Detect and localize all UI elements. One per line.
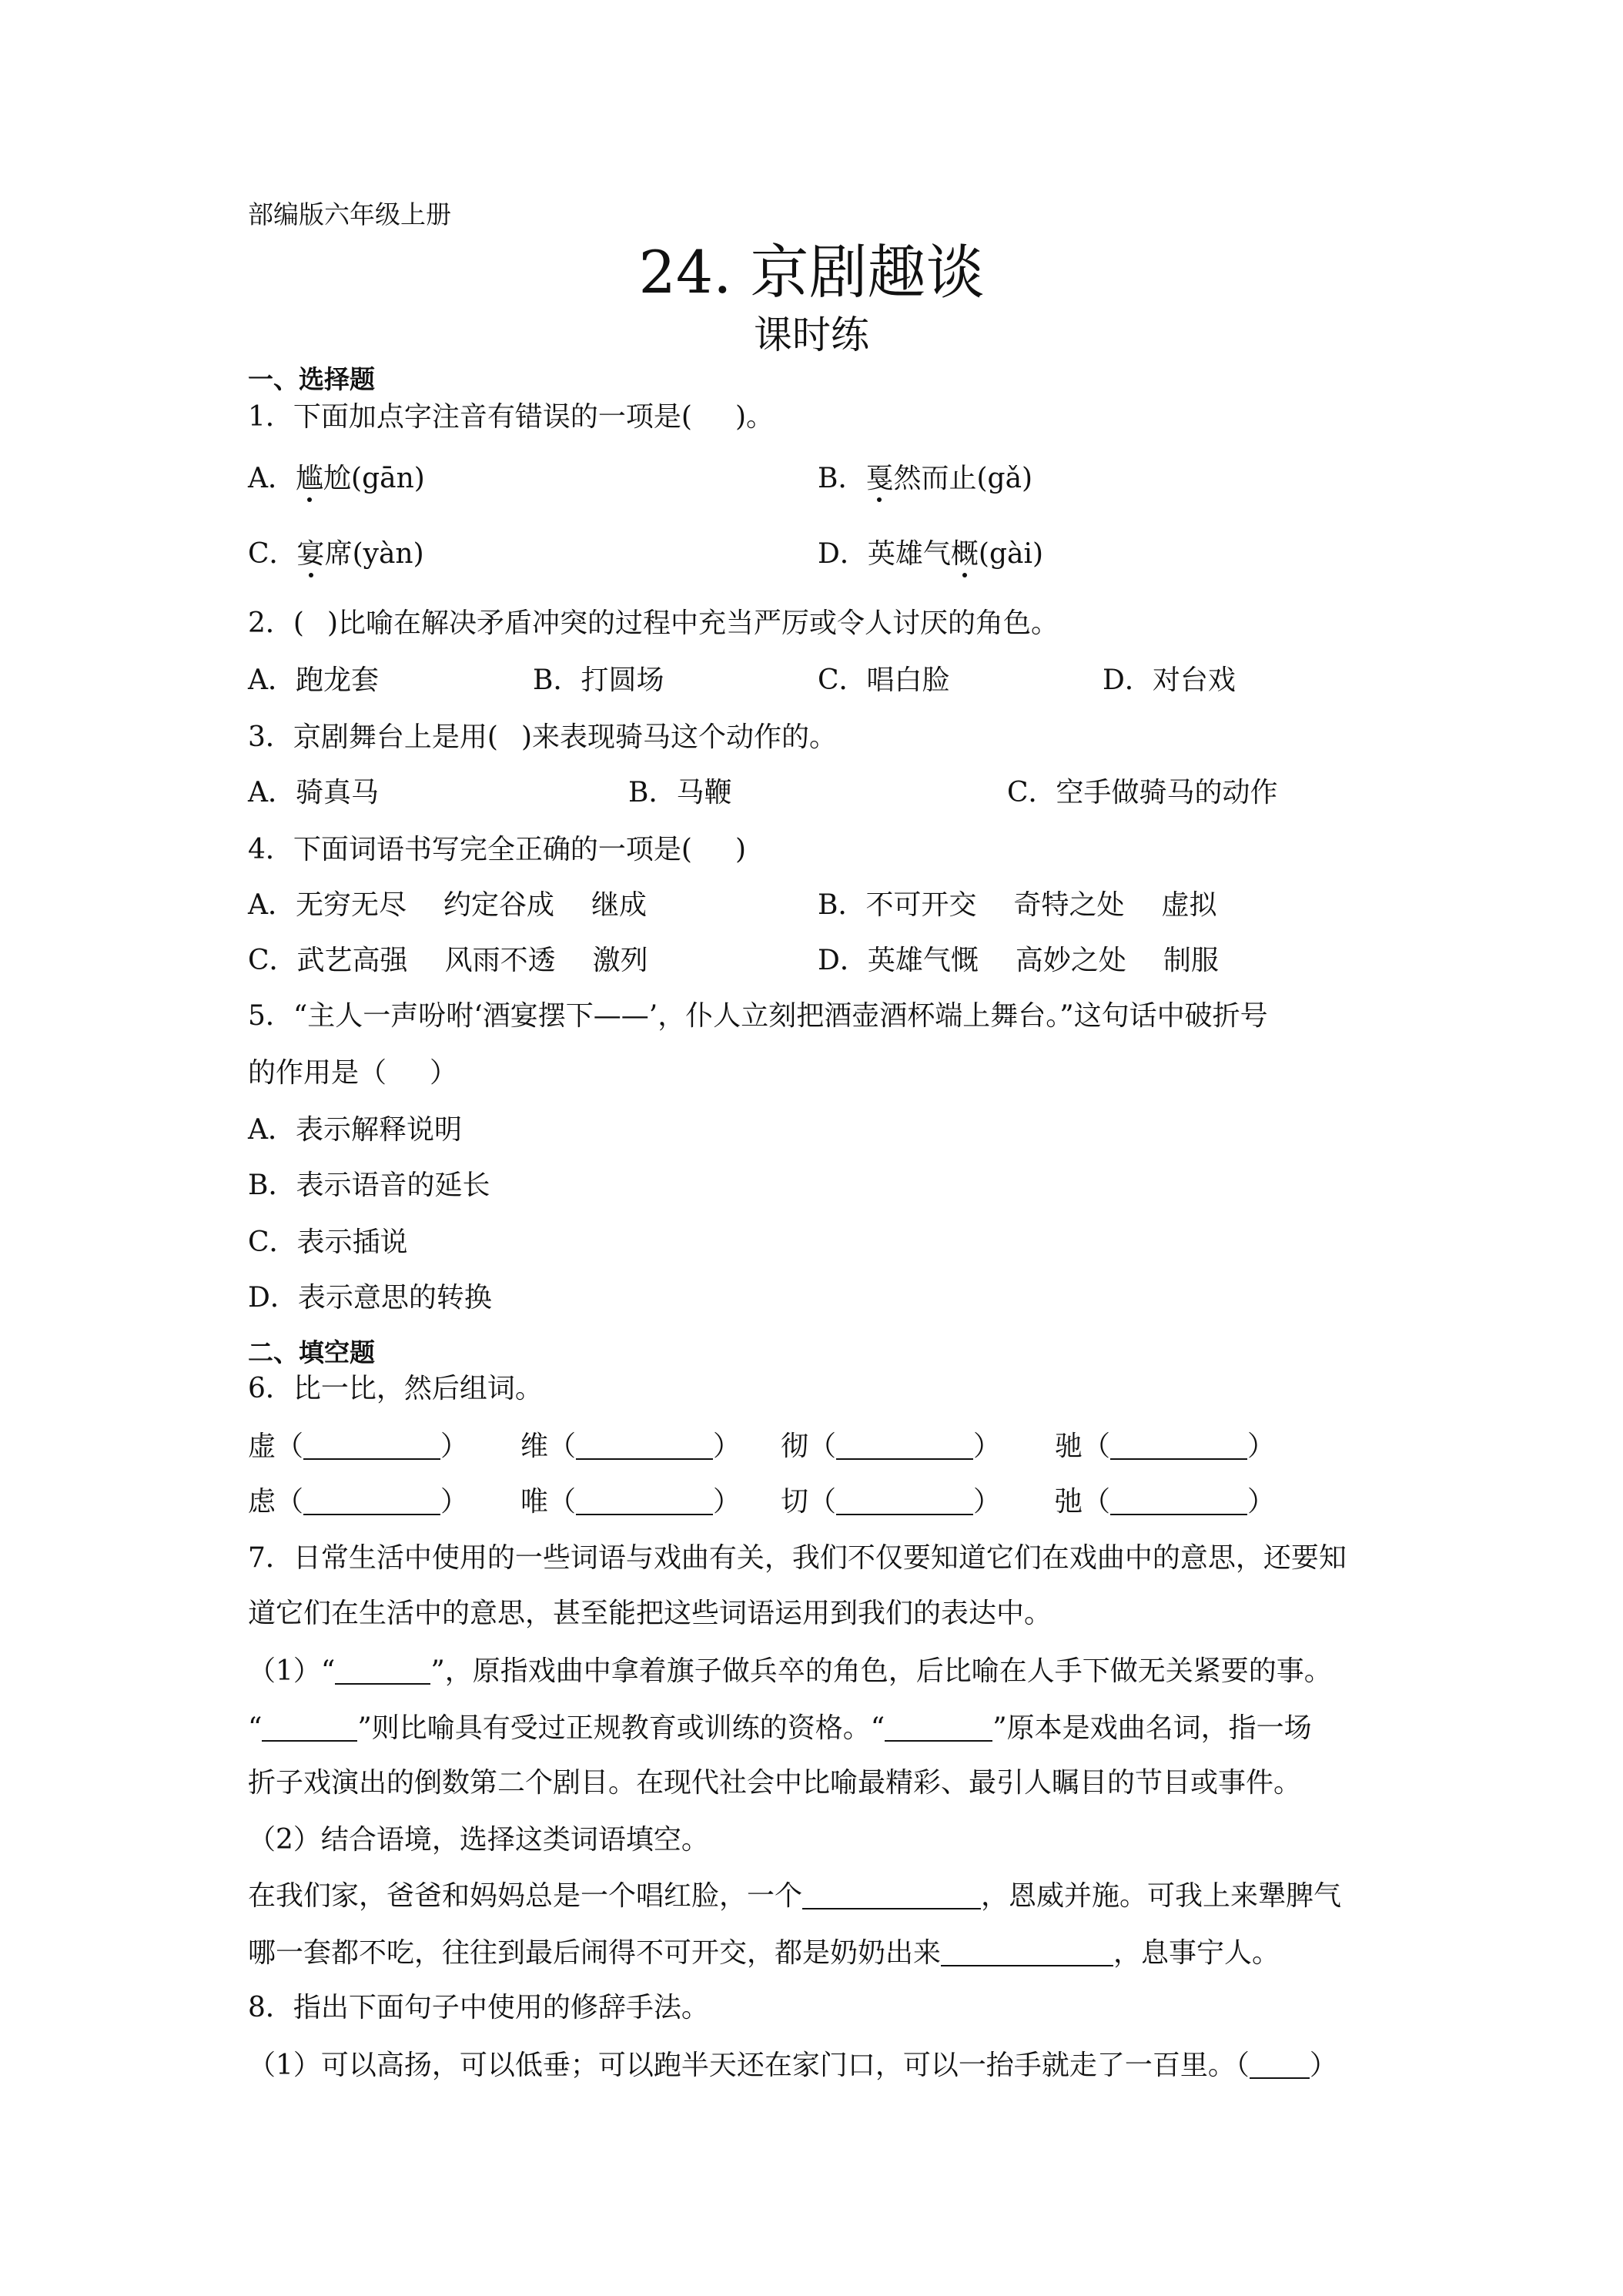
- question-1-option-d[interactable]: D．英雄气概(gài): [818, 538, 1044, 570]
- question-7-part-2: （2）结合语境，选择这类词语填空。: [248, 1824, 709, 1856]
- question-7-part-2-text: 在我们家，爸爸和妈妈总是一个唱红脸，一个 ，恩威并施。可我上来犟脾气: [248, 1880, 1342, 1912]
- question-8-part-1: （1）可以高扬，可以低垂；可以跑半天还在家门口，可以一抬手就走了一百里。（ ）: [248, 2050, 1337, 2081]
- question-5-stem: 5．“主人一声吩咐‘酒宴摆下——’，仆人立刻把酒壶酒杯端上舞台。”这句话中破折号: [248, 1000, 1268, 1032]
- page-title: 24. 京剧趣谈: [638, 238, 985, 306]
- question-7-part-1-continued: 折子戏演出的倒数第二个剧目。在现代社会中比喻最精彩、最引人瞩目的节目或事件。: [248, 1767, 1302, 1799]
- answer-blank[interactable]: [262, 1714, 357, 1742]
- edition-label: 部编版六年级上册: [248, 199, 451, 229]
- answer-blank[interactable]: [335, 1657, 430, 1685]
- answer-blank[interactable]: [941, 1939, 1113, 1966]
- word-group-item[interactable]: 弛（ ）: [1055, 1486, 1276, 1518]
- question-4-option-a[interactable]: A．无穷无尽 约定谷成 继成: [248, 889, 648, 921]
- answer-blank[interactable]: [576, 1432, 713, 1460]
- question-3-stem: 3．京剧舞台上是用( )来表现骑马这个动作的。: [248, 721, 837, 753]
- question-1-option-b[interactable]: B．戛然而止(gǎ): [818, 463, 1033, 494]
- question-5-option-c[interactable]: C．表示插说: [248, 1227, 408, 1258]
- answer-blank[interactable]: [303, 1488, 440, 1515]
- question-2-option-c[interactable]: C．唱白脸: [818, 664, 950, 696]
- answer-blank[interactable]: [1110, 1432, 1247, 1460]
- question-3-option-a[interactable]: A．骑真马: [248, 777, 379, 808]
- question-5-option-d[interactable]: D．表示意思的转换: [248, 1282, 492, 1314]
- word-group-item[interactable]: 虑（ ）: [248, 1486, 469, 1518]
- section-heading-choice: 一、选择题: [248, 364, 375, 394]
- question-5-option-a[interactable]: A．表示解释说明: [248, 1114, 462, 1146]
- answer-blank[interactable]: [303, 1432, 440, 1460]
- question-5-option-b[interactable]: B．表示语音的延长: [248, 1170, 490, 1201]
- question-2-option-a[interactable]: A．跑龙套: [248, 664, 379, 696]
- question-4-stem: 4．下面词语书写完全正确的一项是( ): [248, 834, 746, 865]
- question-7-part-1-continued: “ ”则比喻具有受过正规教育或训练的资格。“ ”原本是戏曲名词，指一场: [248, 1712, 1312, 1744]
- section-heading-fill: 二、填空题: [248, 1337, 375, 1367]
- word-group-item[interactable]: 唯（ ）: [520, 1486, 741, 1518]
- answer-blank[interactable]: [836, 1432, 973, 1460]
- answer-blank[interactable]: [1110, 1488, 1247, 1515]
- question-5-stem-continued: 的作用是（ ）: [248, 1057, 458, 1089]
- answer-blank[interactable]: [836, 1488, 973, 1515]
- question-1-option-a[interactable]: A．尴尬(gān): [248, 463, 425, 494]
- question-7-part-1: （1）“ ”，原指戏曲中拿着旗子做兵卒的角色，后比喻在人手下做无关紧要的事。: [248, 1655, 1332, 1687]
- question-7-part-2-text-continued: 哪一套都不吃，往往到最后闹得不可开交，都是奶奶出来 ，息事宁人。: [248, 1937, 1280, 1969]
- question-2-option-b[interactable]: B．打圆场: [533, 664, 664, 696]
- word-group-item[interactable]: 彻（ ）: [781, 1431, 1002, 1462]
- answer-blank[interactable]: [885, 1714, 992, 1742]
- answer-blank[interactable]: [802, 1882, 981, 1909]
- question-2-option-d[interactable]: D．对台戏: [1103, 664, 1236, 696]
- question-3-option-b[interactable]: B．马鞭: [628, 777, 732, 808]
- answer-blank[interactable]: [576, 1488, 713, 1515]
- question-1-stem: 1．下面加点字注音有错误的一项是( )。: [248, 401, 774, 433]
- word-group-item[interactable]: 虚（ ）: [248, 1431, 469, 1462]
- question-7-stem: 7．日常生活中使用的一些词语与戏曲有关，我们不仅要知道它们在戏曲中的意思，还要知: [248, 1542, 1347, 1574]
- question-4-option-b[interactable]: B．不可开交 奇特之处 虚拟: [818, 889, 1217, 921]
- question-3-option-c[interactable]: C．空手做骑马的动作: [1007, 777, 1278, 808]
- question-7-stem-continued: 道它们在生活中的意思，甚至能把这些词语运用到我们的表达中。: [248, 1598, 1052, 1629]
- word-group-item[interactable]: 维（ ）: [520, 1431, 741, 1462]
- question-2-stem: 2．( )比喻在解决矛盾冲突的过程中充当严厉或令人讨厌的角色。: [248, 607, 1059, 639]
- question-4-option-c[interactable]: C．武艺高强 风雨不透 激列: [248, 945, 648, 976]
- word-group-item[interactable]: 驰（ ）: [1055, 1431, 1276, 1462]
- answer-blank[interactable]: [1250, 2051, 1310, 2079]
- question-4-option-d[interactable]: D．英雄气慨 高妙之处 制服: [818, 945, 1219, 976]
- question-1-option-c[interactable]: C．宴席(yàn): [248, 538, 424, 570]
- question-6-stem: 6．比一比，然后组词。: [248, 1373, 543, 1404]
- word-group-item[interactable]: 切（ ）: [781, 1486, 1002, 1518]
- question-8-stem: 8．指出下面句子中使用的修辞手法。: [248, 1992, 709, 2023]
- page-subtitle: 课时练: [754, 313, 869, 357]
